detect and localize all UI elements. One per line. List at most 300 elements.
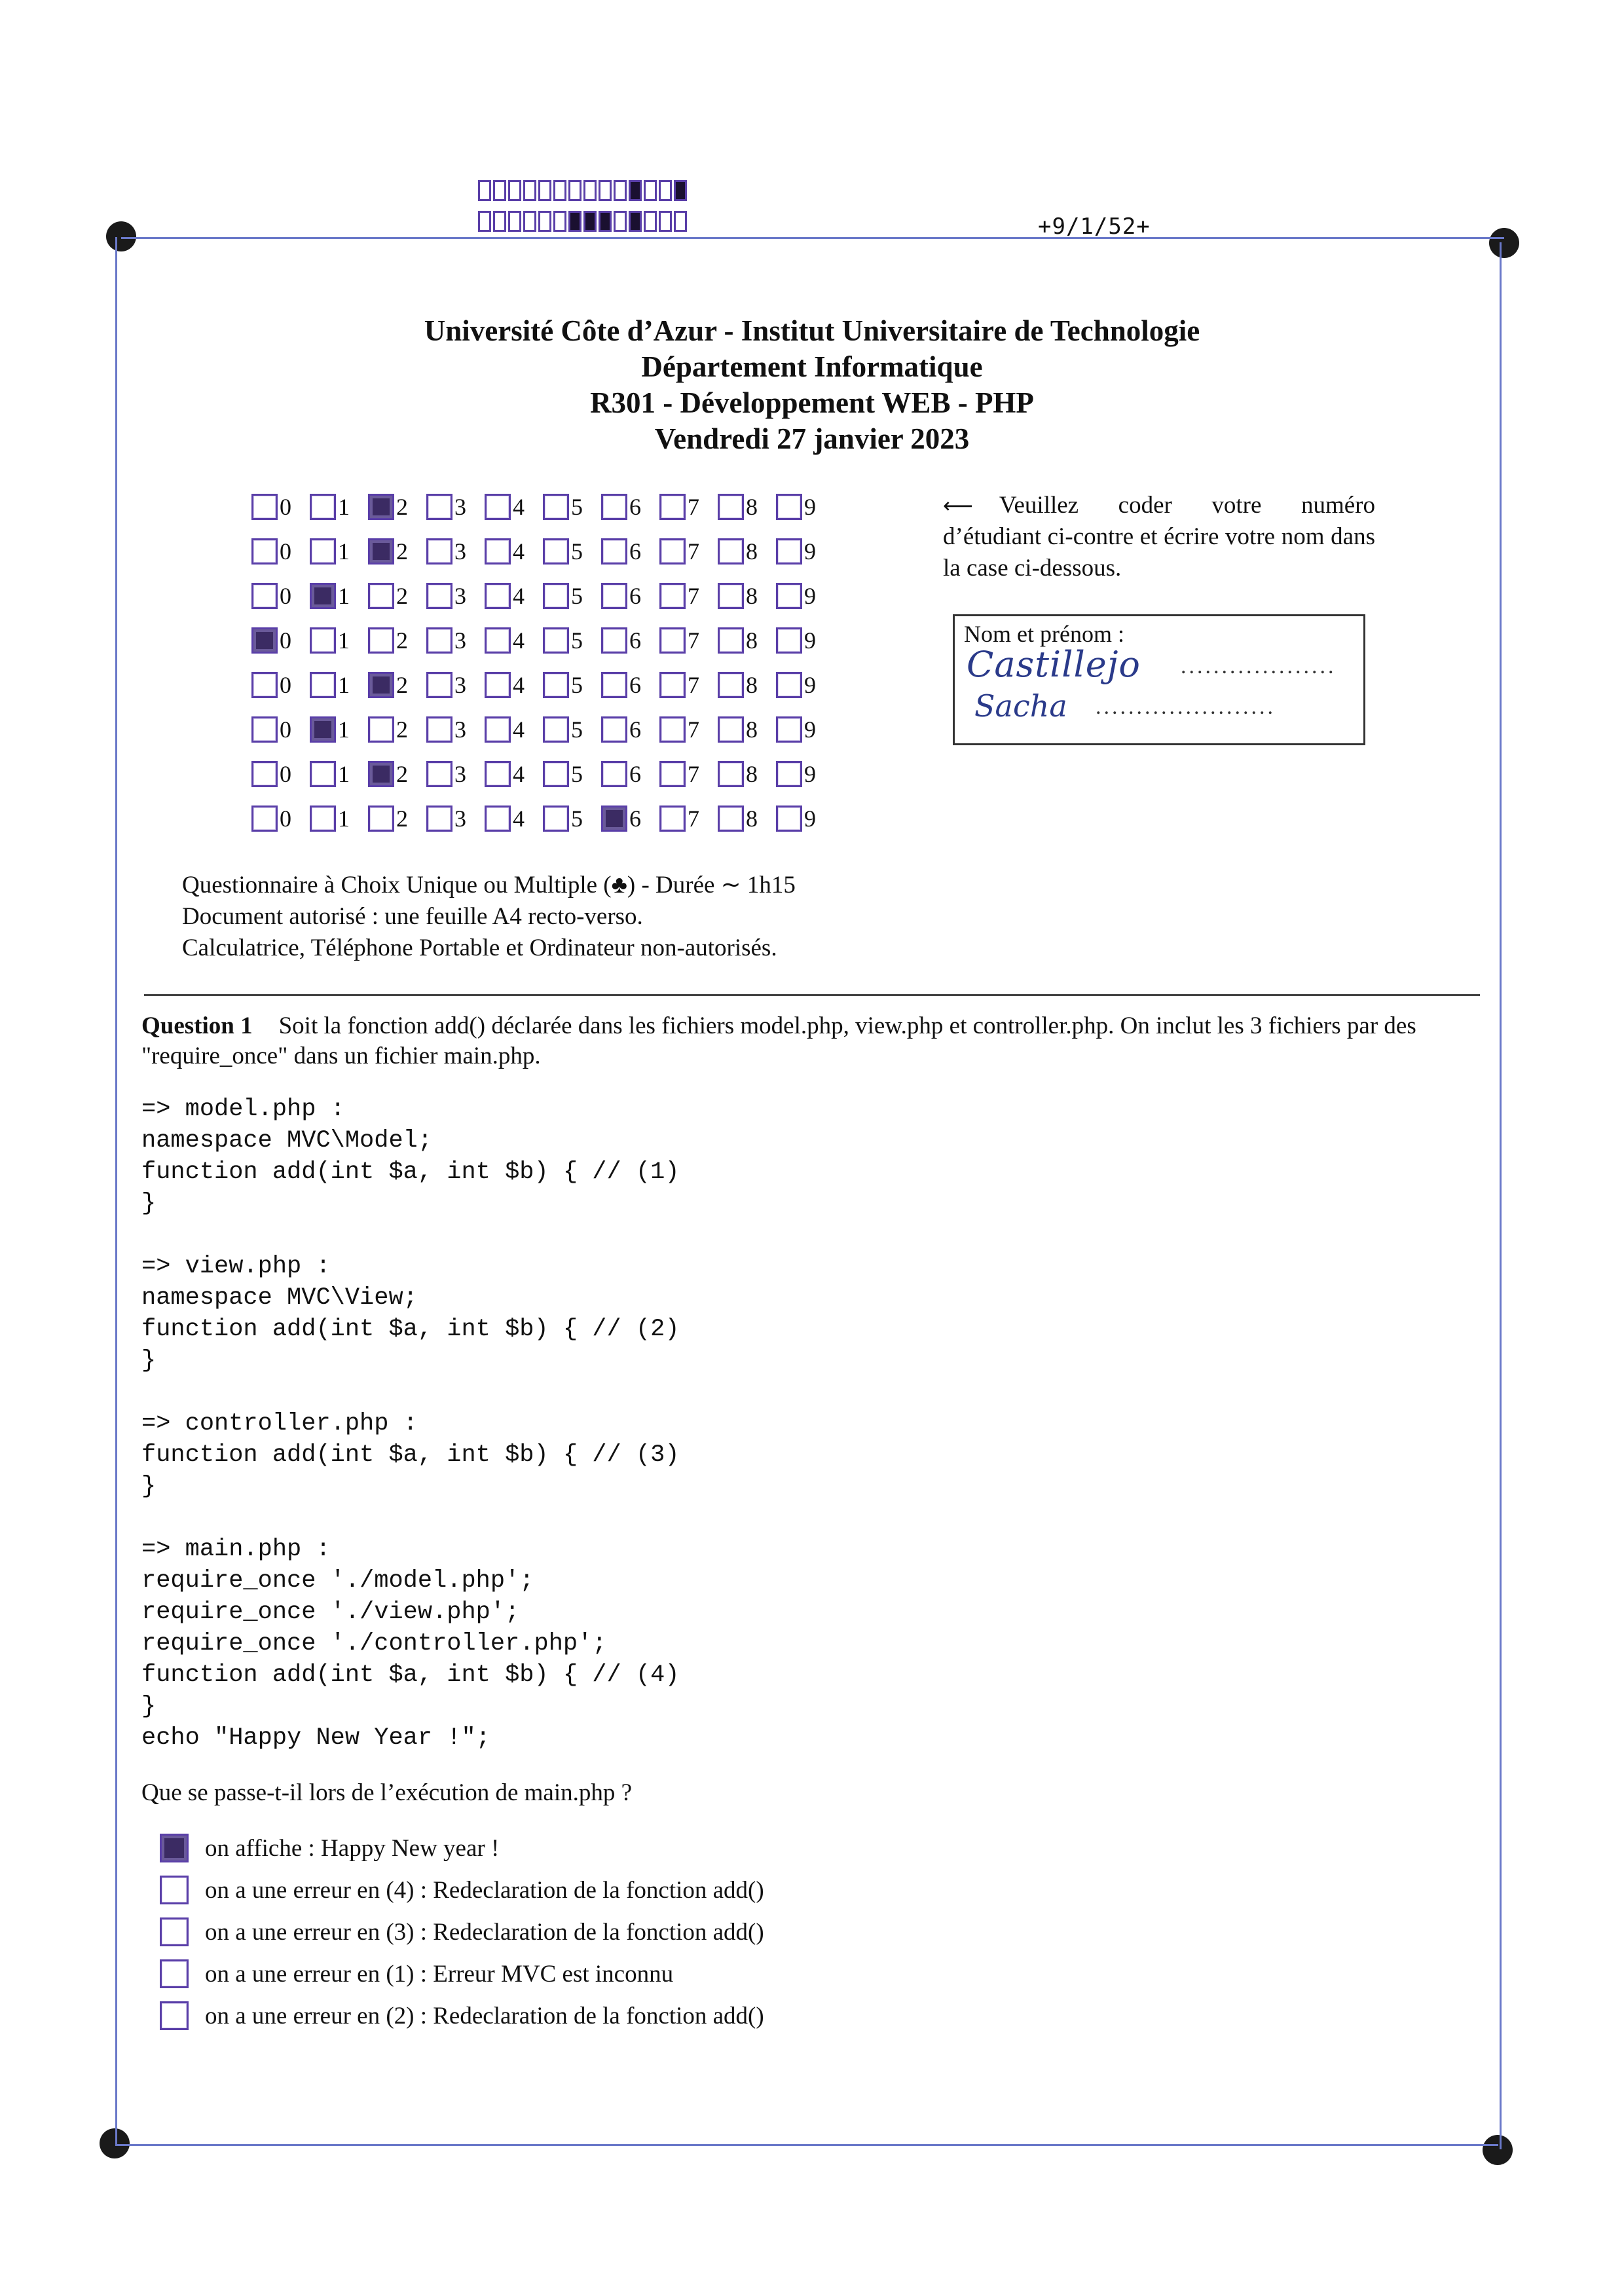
- id-digit-label: 2: [396, 672, 408, 698]
- name-box-label: Nom et prénom :: [964, 621, 1124, 647]
- handwritten-first-name: Sacha: [974, 688, 1067, 724]
- id-digit-row: [251, 485, 834, 529]
- barcode-cell: [659, 180, 672, 201]
- id-digit-cell: [543, 582, 601, 610]
- id-digit-cell: [368, 627, 426, 654]
- id-digit-checkbox[interactable]: [310, 716, 336, 743]
- exam-info-line-3: Calculatrice, Téléphone Portable et Ordinateur non-autorisés.: [182, 935, 777, 961]
- id-digit-cell: [251, 671, 310, 699]
- id-digit-cell: [310, 760, 368, 788]
- id-digit-label: 4: [513, 716, 525, 743]
- id-digit-label: 8: [746, 538, 758, 565]
- id-digit-cell: [310, 716, 368, 743]
- id-digit-cell: [601, 716, 659, 743]
- id-digit-label: 3: [454, 627, 466, 654]
- id-digit-checkbox[interactable]: [426, 761, 452, 787]
- id-digit-label: 5: [571, 494, 583, 520]
- id-digit-label: 6: [629, 716, 641, 743]
- id-digit-label: 1: [338, 716, 350, 743]
- id-digit-checkbox[interactable]: [251, 761, 278, 787]
- id-digit-label: 1: [338, 761, 350, 787]
- question-prompt: Que se passe-t-il lors de l’exécution de main.php ?: [141, 1779, 633, 1806]
- id-digit-cell: [543, 716, 601, 743]
- barcode-cell: [644, 180, 657, 201]
- answer-option[interactable]: [160, 1995, 764, 2037]
- id-digit-label: 4: [513, 494, 525, 520]
- corner-mark-top-right: [1489, 228, 1519, 258]
- id-digit-cell: [718, 582, 776, 610]
- id-digit-label: 5: [571, 716, 583, 743]
- id-digit-cell: [485, 538, 543, 565]
- id-digit-label: 2: [396, 583, 408, 609]
- barcode-cell: [538, 180, 551, 201]
- id-digit-label: 7: [688, 494, 699, 520]
- instruction-text: Veuillez coder votre numéro d’étudiant ci-contre et écrire votre nom dans la case ci-dessous.: [943, 492, 1375, 582]
- id-digit-cell: [368, 538, 426, 565]
- id-digit-checkbox[interactable]: [426, 627, 452, 654]
- id-digit-cell: [659, 805, 718, 832]
- id-digit-checkbox[interactable]: [310, 805, 336, 832]
- id-digit-checkbox[interactable]: [659, 716, 686, 743]
- id-digit-label: 8: [746, 716, 758, 743]
- id-digit-checkbox[interactable]: [776, 761, 802, 787]
- id-digit-cell: [426, 493, 485, 521]
- id-instruction: [943, 490, 1375, 584]
- id-digit-cell: [251, 582, 310, 610]
- id-digit-checkbox[interactable]: [310, 583, 336, 609]
- frame-top-line: [121, 237, 1504, 239]
- id-digit-cell: [601, 582, 659, 610]
- id-digit-checkbox[interactable]: [426, 538, 452, 565]
- id-digit-cell: [426, 627, 485, 654]
- id-digit-checkbox[interactable]: [718, 494, 744, 520]
- id-digit-label: 6: [629, 538, 641, 565]
- id-digit-label: 9: [804, 761, 816, 787]
- answer-checkbox[interactable]: [160, 1959, 189, 1988]
- id-digit-cell: [601, 538, 659, 565]
- id-digit-checkbox[interactable]: [251, 494, 278, 520]
- answer-option[interactable]: [160, 1869, 764, 1911]
- id-digit-label: 7: [688, 672, 699, 698]
- id-digit-checkbox[interactable]: [251, 627, 278, 654]
- barcode-cell: [508, 211, 521, 232]
- id-digit-label: 7: [688, 583, 699, 609]
- id-digit-label: 2: [396, 805, 408, 832]
- id-digit-checkbox[interactable]: [543, 672, 569, 698]
- id-digit-checkbox[interactable]: [659, 672, 686, 698]
- id-digit-checkbox[interactable]: [543, 583, 569, 609]
- id-digit-label: 7: [688, 716, 699, 743]
- barcode-cell: [493, 211, 506, 232]
- id-digit-checkbox[interactable]: [426, 583, 452, 609]
- id-digit-checkbox[interactable]: [718, 538, 744, 565]
- id-digit-checkbox[interactable]: [485, 716, 511, 743]
- id-digit-checkbox[interactable]: [718, 716, 744, 743]
- id-digit-checkbox[interactable]: [426, 716, 452, 743]
- id-digit-checkbox[interactable]: [485, 583, 511, 609]
- id-digit-label: 1: [338, 538, 350, 565]
- id-digit-label: 7: [688, 627, 699, 654]
- id-digit-label: 9: [804, 538, 816, 565]
- id-digit-checkbox[interactable]: [543, 761, 569, 787]
- id-digit-label: 7: [688, 538, 699, 565]
- handwritten-last-name: Castillejo: [967, 644, 1141, 685]
- id-digit-checkbox[interactable]: [543, 538, 569, 565]
- id-digit-cell: [601, 805, 659, 832]
- id-digit-checkbox[interactable]: [368, 761, 394, 787]
- question-statement: [141, 1011, 1484, 1071]
- id-digit-checkbox[interactable]: [368, 716, 394, 743]
- id-digit-checkbox[interactable]: [426, 672, 452, 698]
- id-digit-checkbox[interactable]: [776, 538, 802, 565]
- id-digit-label: 6: [629, 494, 641, 520]
- id-digit-label: 2: [396, 538, 408, 565]
- id-digit-checkbox[interactable]: [368, 494, 394, 520]
- id-digit-checkbox[interactable]: [368, 627, 394, 654]
- id-digit-label: 8: [746, 627, 758, 654]
- id-digit-label: 6: [629, 672, 641, 698]
- id-digit-cell: [776, 760, 834, 788]
- id-digit-cell: [485, 627, 543, 654]
- id-digit-label: 3: [454, 805, 466, 832]
- corner-mark-bottom-right: [1483, 2135, 1513, 2165]
- section-divider: [144, 994, 1480, 996]
- id-digit-checkbox[interactable]: [368, 583, 394, 609]
- id-digit-label: 0: [280, 672, 291, 698]
- id-digit-checkbox[interactable]: [485, 672, 511, 698]
- barcode-cell: [523, 211, 536, 232]
- id-digit-checkbox[interactable]: [485, 538, 511, 565]
- id-digit-cell: [310, 582, 368, 610]
- id-digit-label: 9: [804, 494, 816, 520]
- id-digit-label: 8: [746, 805, 758, 832]
- barcode-cell: [493, 180, 506, 201]
- frame-left-line: [115, 237, 117, 2144]
- name-box[interactable]: [953, 614, 1365, 745]
- id-digit-label: 6: [629, 627, 641, 654]
- id-digit-label: 6: [629, 761, 641, 787]
- id-digit-label: 1: [338, 627, 350, 654]
- id-digit-label: 0: [280, 538, 291, 565]
- id-digit-checkbox[interactable]: [310, 494, 336, 520]
- id-digit-cell: [251, 627, 310, 654]
- id-digit-label: 6: [629, 805, 641, 832]
- id-digit-label: 3: [454, 583, 466, 609]
- barcode-cell: [614, 180, 627, 201]
- id-digit-cell: [543, 760, 601, 788]
- id-digit-checkbox[interactable]: [251, 716, 278, 743]
- university-title: Université Côte d’Azur - Institut Universitaire de Technologie: [424, 314, 1200, 347]
- id-digit-checkbox[interactable]: [601, 672, 627, 698]
- id-digit-label: 9: [804, 805, 816, 832]
- id-digit-label: 4: [513, 672, 525, 698]
- id-digit-cell: [776, 716, 834, 743]
- exam-date: Vendredi 27 janvier 2023: [654, 422, 970, 455]
- id-digit-label: 0: [280, 716, 291, 743]
- id-digit-cell: [776, 582, 834, 610]
- id-digit-label: 4: [513, 805, 525, 832]
- barcode-row-1: [478, 180, 689, 201]
- question-text: Soit la fonction add() déclarée dans les fichiers model.php, view.php et controller.php. On inclut les 3 fichiers par des "require_once" dans un fichier main.php.: [141, 1012, 1416, 1069]
- id-digit-checkbox[interactable]: [426, 494, 452, 520]
- id-digit-checkbox[interactable]: [485, 805, 511, 832]
- id-digit-label: 7: [688, 761, 699, 787]
- id-digit-checkbox[interactable]: [659, 494, 686, 520]
- id-digit-checkbox[interactable]: [251, 538, 278, 565]
- id-digit-label: 4: [513, 627, 525, 654]
- id-digit-checkbox[interactable]: [251, 805, 278, 832]
- id-digit-label: 0: [280, 761, 291, 787]
- id-digit-label: 9: [804, 627, 816, 654]
- id-digit-cell: [426, 760, 485, 788]
- id-digit-checkbox[interactable]: [776, 627, 802, 654]
- id-digit-row: [251, 752, 834, 796]
- barcode-cell: [568, 180, 581, 201]
- id-digit-label: 3: [454, 716, 466, 743]
- corner-mark-bottom-left: [100, 2128, 130, 2158]
- id-digit-cell: [368, 805, 426, 832]
- barcode-cell: [523, 180, 536, 201]
- id-digit-checkbox[interactable]: [659, 805, 686, 832]
- id-digit-label: 4: [513, 583, 525, 609]
- id-digit-checkbox[interactable]: [718, 627, 744, 654]
- id-digit-checkbox[interactable]: [776, 805, 802, 832]
- id-digit-label: 3: [454, 672, 466, 698]
- id-digit-cell: [543, 493, 601, 521]
- id-digit-label: 2: [396, 627, 408, 654]
- id-digit-label: 1: [338, 805, 350, 832]
- id-digit-row: [251, 663, 834, 707]
- id-digit-label: 5: [571, 672, 583, 698]
- id-digit-label: 7: [688, 805, 699, 832]
- answer-checkbox[interactable]: [160, 1917, 189, 1946]
- barcode-cell: [644, 211, 657, 232]
- id-digit-label: 4: [513, 538, 525, 565]
- id-digit-checkbox[interactable]: [659, 761, 686, 787]
- id-digit-checkbox[interactable]: [251, 583, 278, 609]
- id-digit-cell: [310, 627, 368, 654]
- id-digit-checkbox[interactable]: [543, 494, 569, 520]
- id-digit-checkbox[interactable]: [426, 805, 452, 832]
- barcode-cell: [508, 180, 521, 201]
- id-digit-checkbox[interactable]: [776, 716, 802, 743]
- id-digit-checkbox[interactable]: [601, 716, 627, 743]
- frame-right-line: [1500, 242, 1502, 2149]
- id-digit-cell: [310, 538, 368, 565]
- id-digit-checkbox[interactable]: [601, 583, 627, 609]
- id-digit-cell: [485, 582, 543, 610]
- id-digit-checkbox[interactable]: [718, 672, 744, 698]
- id-digit-cell: [368, 716, 426, 743]
- id-digit-label: 9: [804, 672, 816, 698]
- name-dots-line-1: ...................: [1181, 654, 1337, 678]
- id-digit-cell: [718, 760, 776, 788]
- id-digit-cell: [368, 671, 426, 699]
- id-digit-cell: [776, 493, 834, 521]
- id-digit-cell: [659, 493, 718, 521]
- answer-checkbox[interactable]: [160, 1834, 189, 1862]
- id-digit-label: 3: [454, 761, 466, 787]
- id-digit-checkbox[interactable]: [310, 672, 336, 698]
- id-digit-label: 9: [804, 583, 816, 609]
- id-digit-label: 8: [746, 672, 758, 698]
- id-digit-label: 8: [746, 761, 758, 787]
- id-digit-cell: [426, 538, 485, 565]
- id-digit-checkbox[interactable]: [485, 494, 511, 520]
- id-digit-checkbox[interactable]: [368, 805, 394, 832]
- barcode-cell: [553, 211, 566, 232]
- id-digit-cell: [601, 493, 659, 521]
- corner-mark-top-left: [106, 221, 136, 251]
- barcode-cell: [478, 180, 491, 201]
- exam-info: [182, 870, 796, 964]
- barcode-cell: [553, 180, 566, 201]
- id-digit-checkbox[interactable]: [543, 716, 569, 743]
- id-digit-cell: [659, 627, 718, 654]
- barcode-cell: [583, 211, 597, 232]
- id-digit-cell: [776, 671, 834, 699]
- barcode-cell: [629, 211, 642, 232]
- id-digit-cell: [659, 582, 718, 610]
- id-digit-label: 2: [396, 716, 408, 743]
- barcode-cell: [478, 211, 491, 232]
- id-digit-checkbox[interactable]: [776, 494, 802, 520]
- id-digit-checkbox[interactable]: [601, 761, 627, 787]
- id-digit-cell: [718, 671, 776, 699]
- id-digit-checkbox[interactable]: [601, 805, 627, 832]
- exam-code: +9/1/52+: [1038, 213, 1151, 240]
- answer-option[interactable]: [160, 1953, 764, 1995]
- id-digit-cell: [776, 805, 834, 832]
- answer-option[interactable]: [160, 1911, 764, 1953]
- question-label: Question 1: [141, 1012, 253, 1039]
- id-digit-checkbox[interactable]: [310, 761, 336, 787]
- id-digit-row: [251, 796, 834, 841]
- id-digit-label: 0: [280, 494, 291, 520]
- exam-info-line-1: Questionnaire à Choix Unique ou Multiple (♣) - Durée ∼ 1h15: [182, 872, 796, 898]
- id-digit-label: 0: [280, 583, 291, 609]
- frame-bottom-line: [115, 2144, 1498, 2146]
- id-digit-label: 2: [396, 494, 408, 520]
- id-digit-checkbox[interactable]: [659, 538, 686, 565]
- id-digit-checkbox[interactable]: [659, 627, 686, 654]
- id-digit-cell: [718, 493, 776, 521]
- barcode-cell: [629, 180, 642, 201]
- id-digit-cell: [543, 538, 601, 565]
- answer-option-label: on affiche : Happy New year !: [205, 1834, 500, 1862]
- id-digit-label: 5: [571, 627, 583, 654]
- answer-option-label: on a une erreur en (4) : Redeclaration de la fonction add(): [205, 1876, 764, 1904]
- id-digit-checkbox[interactable]: [251, 672, 278, 698]
- barcode-cell: [583, 180, 597, 201]
- id-digit-checkbox[interactable]: [718, 583, 744, 609]
- id-digit-label: 5: [571, 538, 583, 565]
- id-digit-cell: [601, 627, 659, 654]
- id-digit-checkbox[interactable]: [659, 583, 686, 609]
- id-digit-checkbox[interactable]: [776, 583, 802, 609]
- id-digit-cell: [601, 760, 659, 788]
- id-digit-cell: [310, 493, 368, 521]
- answer-option-label: on a une erreur en (3) : Redeclaration de la fonction add(): [205, 1918, 764, 1946]
- id-digit-checkbox[interactable]: [368, 672, 394, 698]
- id-digit-cell: [659, 760, 718, 788]
- barcode-cell: [614, 211, 627, 232]
- id-digit-checkbox[interactable]: [485, 761, 511, 787]
- id-digit-checkbox[interactable]: [601, 627, 627, 654]
- id-digit-cell: [426, 582, 485, 610]
- barcode-cell: [599, 180, 612, 201]
- id-digit-checkbox[interactable]: [601, 538, 627, 565]
- id-digit-label: 1: [338, 672, 350, 698]
- id-digit-label: 8: [746, 583, 758, 609]
- id-digit-label: 3: [454, 538, 466, 565]
- id-digit-cell: [718, 805, 776, 832]
- id-digit-cell: [310, 671, 368, 699]
- answer-checkbox[interactable]: [160, 1876, 189, 1904]
- student-id-grid: [251, 485, 834, 841]
- id-digit-cell: [368, 493, 426, 521]
- id-digit-cell: [718, 627, 776, 654]
- id-digit-cell: [659, 671, 718, 699]
- id-digit-label: 6: [629, 583, 641, 609]
- barcode-cell: [568, 211, 581, 232]
- code-listing: => model.php : namespace MVC\Model; function add(int $a, int $b) { // (1) } => view.php : namespace MVC\View; function add(int $a, int $b) { // (2) } => controller.php : function add(int $a, int $b) { // (3) } => main.php : require_once './model.php'; require_once './view.php'; require_once './controller.php'; function add(int $a, int $b) { // (4) } echo "Happy New Year !";: [141, 1096, 680, 1752]
- id-digit-label: 0: [280, 627, 291, 654]
- id-digit-label: 4: [513, 761, 525, 787]
- id-digit-cell: [251, 716, 310, 743]
- answer-option[interactable]: [160, 1827, 764, 1869]
- id-digit-cell: [776, 538, 834, 565]
- id-digit-row: [251, 707, 834, 752]
- barcode-cell: [599, 211, 612, 232]
- answer-options: [160, 1827, 764, 2037]
- id-digit-cell: [426, 716, 485, 743]
- id-digit-cell: [251, 760, 310, 788]
- id-digit-cell: [485, 805, 543, 832]
- id-digit-label: 5: [571, 583, 583, 609]
- id-digit-label: 1: [338, 583, 350, 609]
- answer-option-label: on a une erreur en (1) : Erreur MVC est inconnu: [205, 1960, 674, 1988]
- id-digit-label: 8: [746, 494, 758, 520]
- id-digit-checkbox[interactable]: [368, 538, 394, 565]
- id-digit-cell: [601, 671, 659, 699]
- id-digit-checkbox[interactable]: [485, 627, 511, 654]
- id-digit-checkbox[interactable]: [543, 805, 569, 832]
- id-digit-checkbox[interactable]: [601, 494, 627, 520]
- id-digit-cell: [251, 538, 310, 565]
- id-digit-cell: [485, 493, 543, 521]
- answer-checkbox[interactable]: [160, 2001, 189, 2030]
- id-digit-checkbox[interactable]: [310, 627, 336, 654]
- id-digit-checkbox[interactable]: [718, 761, 744, 787]
- id-digit-checkbox[interactable]: [310, 538, 336, 565]
- id-digit-cell: [251, 493, 310, 521]
- id-digit-checkbox[interactable]: [718, 805, 744, 832]
- barcode-cell: [538, 211, 551, 232]
- id-digit-label: 3: [454, 494, 466, 520]
- barcode-row-2: [478, 211, 689, 232]
- id-digit-cell: [543, 627, 601, 654]
- answer-option-label: on a une erreur en (2) : Redeclaration de la fonction add(): [205, 2002, 764, 2029]
- department-title: Département Informatique: [641, 350, 983, 383]
- id-digit-row: [251, 574, 834, 618]
- id-digit-cell: [718, 716, 776, 743]
- name-dots-line-2: ......................: [1096, 695, 1276, 719]
- id-digit-cell: [659, 538, 718, 565]
- barcode-cell: [674, 211, 687, 232]
- id-digit-checkbox[interactable]: [776, 672, 802, 698]
- id-digit-checkbox[interactable]: [543, 627, 569, 654]
